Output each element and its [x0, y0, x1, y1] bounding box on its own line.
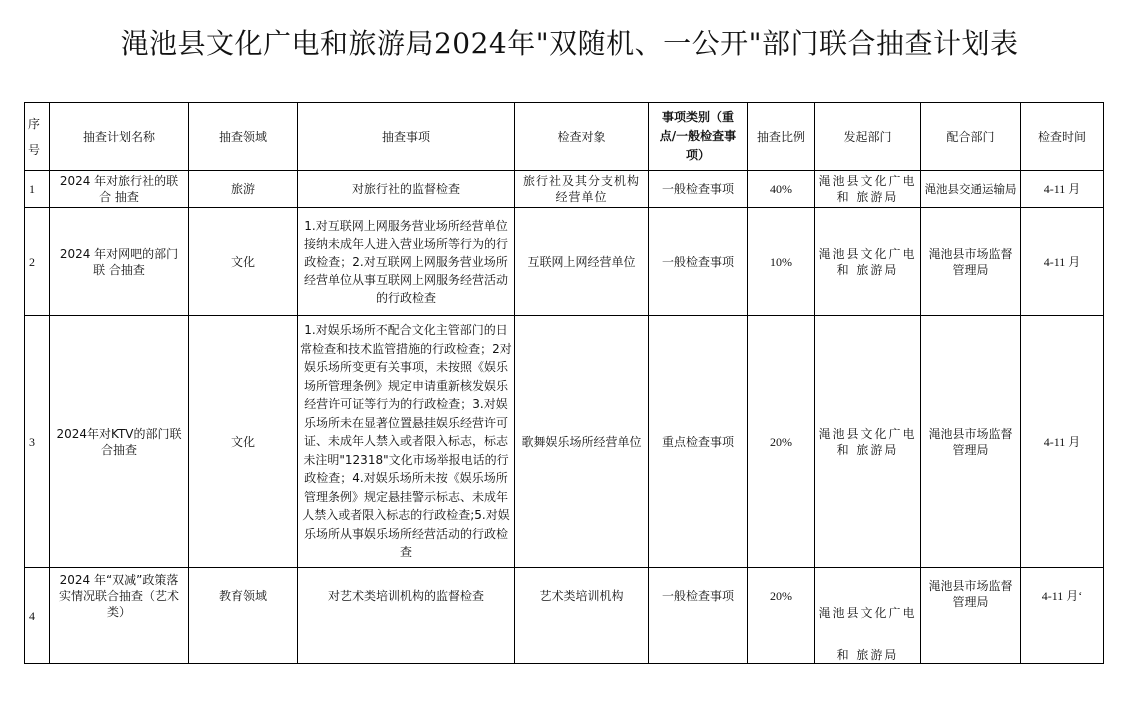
header-target: 检查对象	[515, 103, 649, 171]
row-items: 1.对娱乐场所不配合文化主管部门的日常检查和技术监管措施的行政检查；2对娱乐场所变更有关事项，未按照《娱乐场所管理条例》规定申请重新核发娱乐经营许可证等行为的行政检查；3.对娱乐场所未在显著位置悬挂娱乐经营许可证、未成年人禁入或者限入标志，标志未注明"12318"文化市场举报电话的行政检查；4.对娱乐场所未按《娱乐场所管理条例》规定悬挂警示标志、未成年人禁入或者限入标志的行政检查;5.对娱乐场所从事娱乐场所经营活动的行政检查	[298, 316, 515, 568]
table-row	[25, 208, 1104, 316]
row-initiator: 渑池县文化广电和 旅游局	[815, 171, 921, 208]
row-cooperator: 渑池县市场监督管理局	[921, 208, 1021, 316]
document-title: 渑池县文化广电和旅游局2024年"双随机、一公开"部门联合抽查计划表	[120, 27, 1019, 60]
row-items: 对艺术类培训机构的监督检查	[298, 568, 515, 664]
row-items: 对旅行社的监督检查	[298, 171, 515, 208]
initiator-line-2: 和 旅游局	[836, 648, 899, 662]
row-cooperator: 渑池县交通运输局	[921, 171, 1021, 208]
table-row	[25, 568, 1104, 664]
row-index: 1	[25, 171, 50, 208]
row-cooperator: 渑池县市场监督管理局	[921, 316, 1021, 568]
row-ratio: 20%	[748, 568, 815, 664]
row-index: 4	[25, 568, 50, 664]
row-domain: 旅游	[189, 171, 298, 208]
header-domain: 抽查领域	[189, 103, 298, 171]
row-time: 4-11 月	[1021, 171, 1104, 208]
row-initiator	[815, 568, 921, 664]
row-plan-name: 2024 年对旅行社的联合 抽查	[50, 171, 189, 208]
header-ratio: 抽查比例	[748, 103, 815, 171]
header-time: 检查时间	[1021, 103, 1104, 171]
row-target: 互联网上网经营单位	[515, 208, 649, 316]
row-category: 一般检查事项	[649, 568, 748, 664]
row-time: 4-11 月	[1021, 316, 1104, 568]
row-target: 歌舞娱乐场所经营单位	[515, 316, 649, 568]
row-domain: 文化	[189, 316, 298, 568]
row-plan-name: 2024年对KTV的部门联 合抽查	[50, 316, 189, 568]
row-time: 4-11 月‘	[1021, 568, 1104, 664]
initiator-line-1: 渑池县文化广电	[818, 606, 917, 620]
row-cooperator: 渑池县市场监督管理局	[921, 568, 1021, 664]
row-category: 一般检查事项	[649, 171, 748, 208]
header-index: 序号	[25, 103, 50, 171]
table-row	[25, 316, 1104, 568]
row-time: 4-11 月	[1021, 208, 1104, 316]
row-initiator: 渑池县文化广电和 旅游局	[815, 316, 921, 568]
row-ratio: 40%	[748, 171, 815, 208]
initiator-wrapper	[817, 575, 918, 663]
table-row	[25, 171, 1104, 208]
inspection-plan-table	[24, 102, 1104, 664]
header-category: 事项类别（重点/一般检查事项）	[649, 103, 748, 171]
row-category: 一般检查事项	[649, 208, 748, 316]
row-domain: 教育领域	[189, 568, 298, 664]
row-initiator: 渑池县文化广电和 旅游局	[815, 208, 921, 316]
row-items: 1.对互联网上网服务营业场所经营单位接纳未成年人进入营业场所等行为的行政检查；2.对互联网上网服务营业场所经营单位从事互联网上网服务经营活动的行政检查	[298, 208, 515, 316]
row-ratio: 10%	[748, 208, 815, 316]
header-initiator: 发起部门	[815, 103, 921, 171]
header-items: 抽查事项	[298, 103, 515, 171]
row-domain: 文化	[189, 208, 298, 316]
row-category: 重点检查事项	[649, 316, 748, 568]
row-index: 2	[25, 208, 50, 316]
row-plan-name: 2024 年对网吧的部门联 合抽查	[50, 208, 189, 316]
row-plan-name: 2024 年“双减”政策落实情况联合抽查（艺术类）	[50, 568, 189, 664]
header-row	[25, 103, 1104, 171]
row-index: 3	[25, 316, 50, 568]
row-target: 旅行社及其分支机构经营单位	[515, 171, 649, 208]
header-plan-name: 抽查计划名称	[50, 103, 189, 171]
row-target: 艺术类培训机构	[515, 568, 649, 664]
row-ratio: 20%	[748, 316, 815, 568]
header-cooperator: 配合部门	[921, 103, 1021, 171]
